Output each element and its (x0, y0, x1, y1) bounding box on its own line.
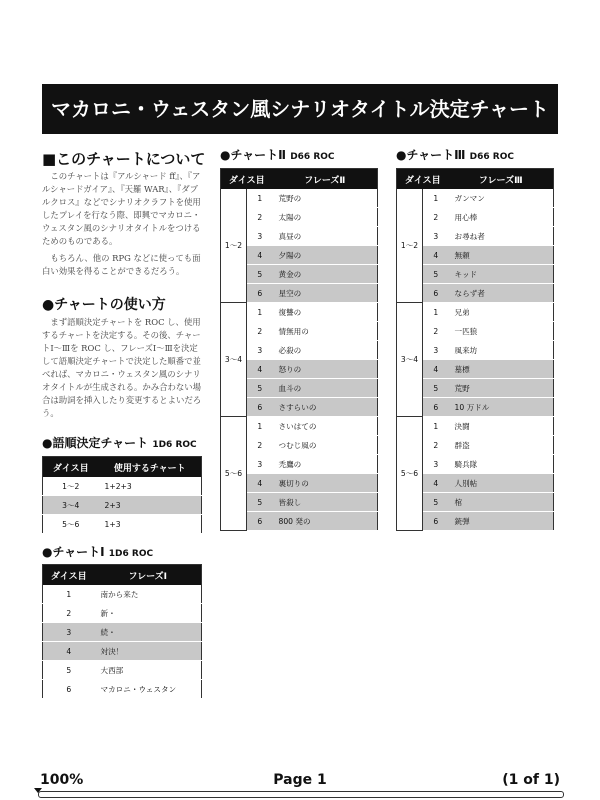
phrase-cell: 無頼 (449, 246, 554, 265)
phrase-cell: 800 発の (273, 512, 378, 531)
chart2-table (220, 168, 378, 531)
dice-cell: 2 (247, 208, 273, 227)
phrase-cell: 決闘 (449, 417, 554, 436)
dice-cell: 6 (423, 398, 449, 417)
chart1-table (42, 564, 202, 699)
phrase-cell: 群盗 (449, 436, 554, 455)
table-row (43, 496, 202, 515)
chart1-roll: 1D6 ROC (108, 549, 154, 559)
dice-group-cell: 1～2 (221, 189, 247, 303)
phrase-cell: 新・ (95, 604, 202, 623)
dice-cell: 3 (423, 341, 449, 360)
dice-group-cell: 1～2 (397, 189, 423, 303)
usage-paragraph: まず語順決定チャートを ROC し、使用するチャートを決定する。その後、チャートⅠ～Ⅲを ROC し、フレーズⅠ～Ⅲを決定して語順決定チャートで決定した順番で並べれば、マカロニ・ウェスタン風のシナリオタイトルが生成される。かみ合わない場合は助詞を挿入したり変更するとよいだろう。 (42, 317, 202, 418)
chart2-col-dice: ダイス目 (221, 169, 273, 190)
table-row (43, 680, 202, 699)
chart3-col-dice: ダイス目 (397, 169, 449, 190)
phrase-cell: ガンマン (449, 189, 554, 208)
phrase-cell: 兄弟 (449, 303, 554, 322)
phrase-cell: 夕陽の (273, 246, 378, 265)
chart1-heading (42, 543, 153, 560)
chart3-title: ●チャートⅢ (396, 148, 466, 162)
phrase-cell: 10 万ドル (449, 398, 554, 417)
dice-group-cell: 5～6 (397, 417, 423, 531)
phrase-cell: お尋ね者 (449, 227, 554, 246)
phrase-cell: 騎兵隊 (449, 455, 554, 474)
dice-cell: 2 (247, 322, 273, 341)
dice-cell: 2 (423, 322, 449, 341)
chart3-table (396, 168, 554, 531)
dice-cell: 6 (423, 512, 449, 531)
chart-cell: 2+3 (99, 496, 202, 515)
dice-cell: 1 (247, 189, 273, 208)
phrase-cell: 情無用の (273, 322, 378, 341)
dice-group-cell: 3～4 (397, 303, 423, 417)
page-title: マカロニ・ウェスタン風シナリオタイトル決定チャート (42, 84, 558, 134)
table-row (43, 661, 202, 680)
phrase-cell: 一匹狼 (449, 322, 554, 341)
phrase-cell: 黄金の (273, 265, 378, 284)
chart3-heading (396, 146, 514, 163)
chart2-heading (220, 146, 335, 163)
phrase-cell: 用心棒 (449, 208, 554, 227)
order-chart-roll: 1D6 ROC (152, 440, 197, 450)
dice-cell: 3～4 (43, 496, 99, 515)
table-row (43, 604, 202, 623)
dice-cell: 3 (423, 227, 449, 246)
chart3-roll: D66 ROC (469, 152, 514, 162)
dice-cell: 3 (247, 341, 273, 360)
dice-cell: 6 (247, 398, 273, 417)
phrase-cell: 復讐の (273, 303, 378, 322)
dice-cell: 4 (43, 642, 95, 661)
phrase-cell: 太陽の (273, 208, 378, 227)
dice-cell: 5 (423, 493, 449, 512)
dice-cell: 4 (423, 360, 449, 379)
order-chart-heading (42, 434, 197, 451)
phrase-cell: 必殺の (273, 341, 378, 360)
dice-cell: 3 (247, 455, 273, 474)
dice-cell: 3 (43, 623, 95, 642)
chart2-col-phrase: フレーズⅡ (273, 169, 378, 190)
phrase-cell: 星空の (273, 284, 378, 303)
dice-group-cell: 5～6 (221, 417, 247, 531)
dice-cell: 4 (423, 246, 449, 265)
dice-cell: 5～6 (43, 515, 99, 534)
dice-cell: 4 (423, 474, 449, 493)
table-row (43, 623, 202, 642)
about-heading: ■このチャートについて (42, 150, 206, 168)
table-row (397, 189, 554, 208)
phrase-cell: ならず者 (449, 284, 554, 303)
phrase-cell: 荒野 (449, 379, 554, 398)
phrase-cell: 棺 (449, 493, 554, 512)
about-paragraph-2: もちろん、他の RPG などに使っても面白い効果を得ることができるだろう。 (42, 253, 201, 276)
phrase-cell: つむじ風の (273, 436, 378, 455)
chart2-roll: D66 ROC (290, 152, 335, 162)
phrase-cell: 裏切りの (273, 474, 378, 493)
dice-cell: 6 (43, 680, 95, 699)
dice-cell: 3 (423, 455, 449, 474)
dice-cell: 1～2 (43, 477, 99, 496)
table-row (221, 417, 378, 436)
phrase-cell: 荒野の (273, 189, 378, 208)
phrase-cell: さいはての (273, 417, 378, 436)
dice-cell: 2 (423, 436, 449, 455)
dice-cell: 4 (247, 360, 273, 379)
dice-cell: 1 (423, 303, 449, 322)
dice-cell: 6 (247, 284, 273, 303)
table-row (43, 642, 202, 661)
table-row (221, 189, 378, 208)
phrase-cell: キッド (449, 265, 554, 284)
order-chart-table (42, 456, 202, 534)
chart-cell: 1+3 (99, 515, 202, 534)
dice-group-cell: 3～4 (221, 303, 247, 417)
about-paragraph-1: このチャートは『アルシャード ff』、『アルシャードガイア』、『天羅 WAR』、『ダブルクロス』などでシナリオクラフトを使用したプレイを行なう際、即興でマカロニ・ウェスタン風のシナリオタイトルをつけるためのものである。 (42, 171, 201, 246)
phrase-cell: 怒りの (273, 360, 378, 379)
phrase-cell: 血斗の (273, 379, 378, 398)
usage-heading: ●チャートの使い方 (42, 297, 166, 313)
table-row (221, 303, 378, 322)
table-row (43, 477, 202, 496)
chart1-title: ●チャートⅠ (42, 545, 105, 559)
phrase-cell: 大西部 (95, 661, 202, 680)
dice-cell: 5 (247, 265, 273, 284)
dice-cell: 1 (423, 417, 449, 436)
dice-cell: 6 (247, 512, 273, 531)
phrase-cell: 真昼の (273, 227, 378, 246)
phrase-cell: マカロニ・ウェスタン (95, 680, 202, 699)
dice-cell: 1 (247, 417, 273, 436)
dice-cell: 5 (423, 265, 449, 284)
chart2-title: ●チャートⅡ (220, 148, 287, 162)
dice-cell: 5 (43, 661, 95, 680)
dice-cell: 2 (247, 436, 273, 455)
chart1-col-phrase: フレーズⅠ (95, 565, 202, 586)
dice-cell: 4 (247, 474, 273, 493)
order-chart-col-chart: 使用するチャート (99, 457, 202, 478)
phrase-cell: 風来坊 (449, 341, 554, 360)
phrase-cell: さすらいの (273, 398, 378, 417)
page-indicator: Page 1 (273, 772, 327, 788)
zoom-level[interactable]: 100% (40, 772, 84, 788)
phrase-cell: 対決！ (95, 642, 202, 661)
dice-cell: 2 (43, 604, 95, 623)
horizontal-scrollbar[interactable] (38, 791, 564, 798)
phrase-cell: 皆殺し (273, 493, 378, 512)
table-row (397, 417, 554, 436)
phrase-cell: 銃弾 (449, 512, 554, 531)
order-chart-col-dice: ダイス目 (43, 457, 99, 478)
dice-cell: 3 (247, 227, 273, 246)
page-count: (1 of 1) (502, 772, 560, 788)
table-row (43, 515, 202, 534)
dice-cell: 5 (247, 379, 273, 398)
dice-cell: 5 (247, 493, 273, 512)
phrase-cell: 墓標 (449, 360, 554, 379)
dice-cell: 2 (423, 208, 449, 227)
order-chart-title: ●語順決定チャート (42, 436, 149, 450)
phrase-cell: 禿鷹の (273, 455, 378, 474)
phrase-cell: 続・ (95, 623, 202, 642)
phrase-cell: 人別帖 (449, 474, 554, 493)
table-row (397, 303, 554, 322)
dice-cell: 5 (423, 379, 449, 398)
phrase-cell: 南から来た (95, 585, 202, 604)
viewer-status-bar (0, 764, 600, 800)
chart1-col-dice: ダイス目 (43, 565, 95, 586)
dice-cell: 6 (423, 284, 449, 303)
table-row (43, 585, 202, 604)
dice-cell: 1 (247, 303, 273, 322)
dice-cell: 4 (247, 246, 273, 265)
dice-cell: 1 (423, 189, 449, 208)
chart-cell: 1+2+3 (99, 477, 202, 496)
chart3-col-phrase: フレーズⅢ (449, 169, 554, 190)
dice-cell: 1 (43, 585, 95, 604)
